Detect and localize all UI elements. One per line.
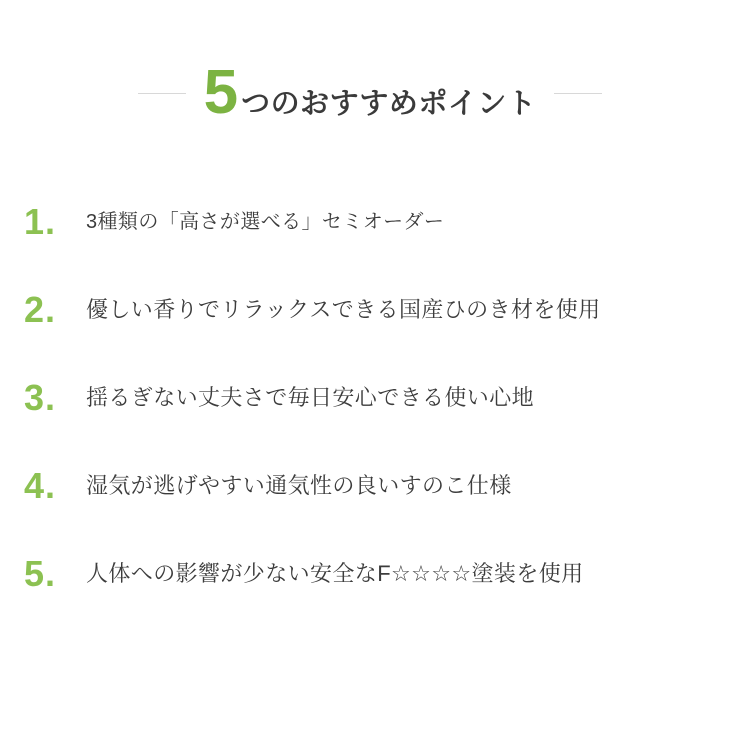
list-item-label: 3種類の「高さが選べる」セミオーダー [86,210,445,233]
list-item-number: 4. [24,465,57,506]
heading-rule-left [138,93,186,94]
points-list [0,178,740,618]
list-item-label: 人体への影響が少ない安全なF☆☆☆☆塗装を使用 [86,561,584,587]
list-item-number: 1. [24,201,57,242]
list-item-label: 湿気が逃げやすい通気性の良いすのこ仕様 [86,473,512,499]
list-item-number: 3. [24,377,57,418]
list-item-label: 優しい香りでリラックスできる国産ひのき材を使用 [86,297,601,323]
list-item [0,442,740,530]
list-item [0,530,740,618]
list-item-number: 5. [24,553,57,594]
list-item-number: 2. [24,289,57,330]
list-item [0,266,740,354]
heading-rule-right [554,93,602,94]
list-item [0,178,740,266]
heading-number: 5 [203,58,238,127]
list-item-label: 揺るぎない丈夫さで毎日安心できる使い心地 [86,385,535,411]
page-title [0,58,740,127]
list-item [0,354,740,442]
heading-label: つのおすすめポイント [241,88,537,120]
heading-text [203,58,537,127]
